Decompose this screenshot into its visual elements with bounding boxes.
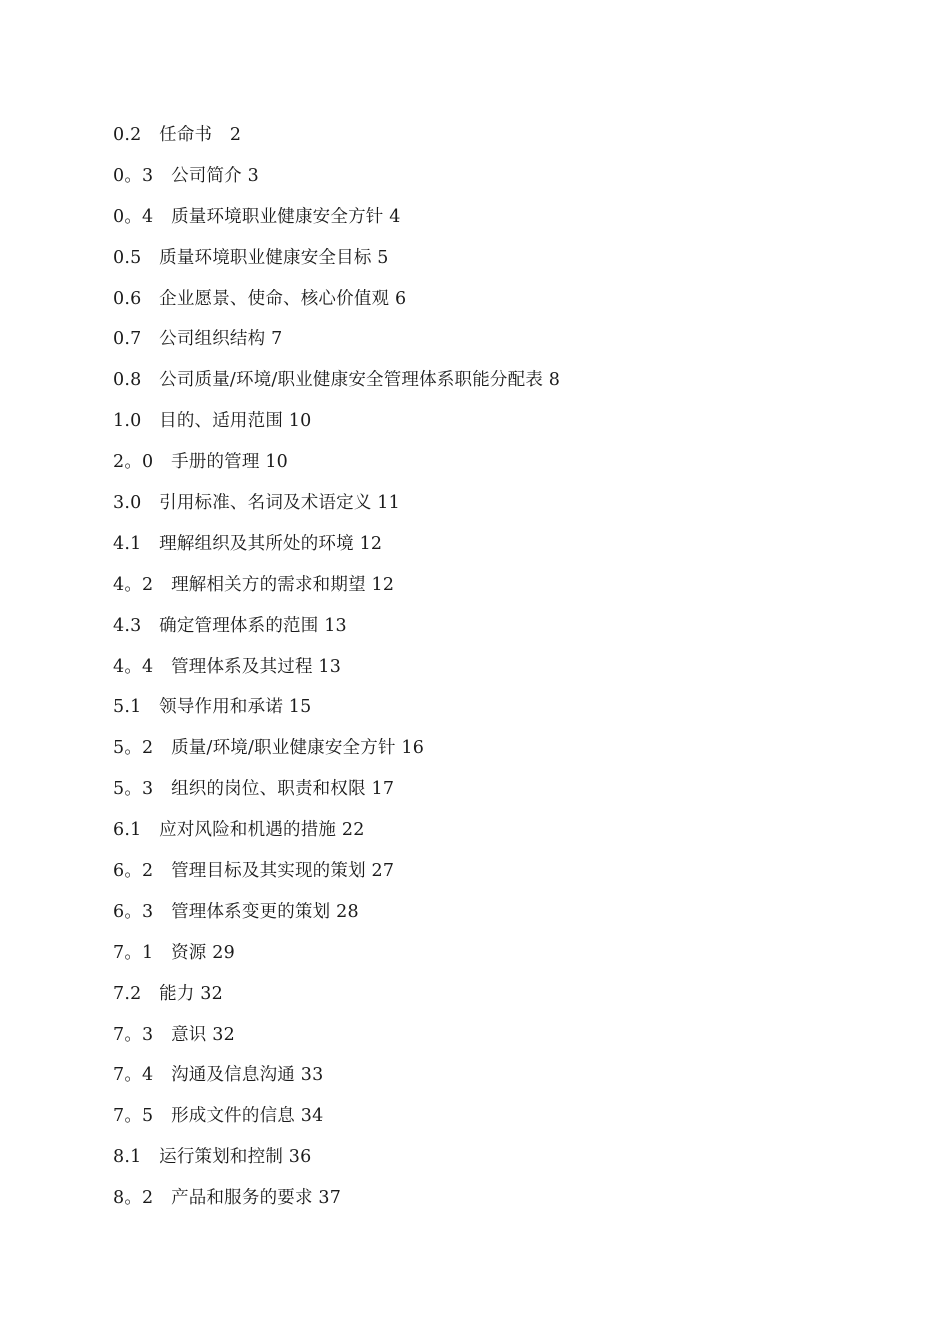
toc-entry[interactable]: 0.6 企业愿景、使命、核心价值观 6 [113,288,407,309]
toc-entry[interactable]: 1.0 目的、适用范围 10 [113,411,312,432]
toc-entry[interactable]: 0。4 质量环境职业健康安全方针 4 [113,206,401,227]
toc-entry[interactable]: 4。2 理解相关方的需求和期望 12 [113,574,395,595]
toc-entry[interactable]: 7。5 形成文件的信息 34 [113,1106,324,1127]
toc-entry[interactable]: 6.1 应对风险和机遇的措施 22 [113,820,365,841]
toc-entry[interactable]: 6。3 管理体系变更的策划 28 [113,901,359,922]
toc-entry[interactable]: 5。2 质量/环境/职业健康安全方针 16 [113,738,425,759]
toc-entry[interactable]: 7。1 资源 29 [113,942,235,963]
toc-entry[interactable]: 7。3 意识 32 [113,1024,235,1045]
toc-entry[interactable]: 4.1 理解组织及其所处的环境 12 [113,533,383,554]
toc-entry[interactable]: 0.5 质量环境职业健康安全目标 5 [113,247,389,268]
toc-entry[interactable]: 4.3 确定管理体系的范围 13 [113,615,347,636]
toc-entry[interactable]: 0.8 公司质量/环境/职业健康安全管理体系职能分配表 8 [113,370,561,391]
toc-entry[interactable]: 4。4 管理体系及其过程 13 [113,656,342,677]
toc-entry[interactable]: 8。2 产品和服务的要求 37 [113,1188,342,1209]
toc-entry[interactable]: 5.1 领导作用和承诺 15 [113,697,312,718]
toc-entry[interactable]: 3.0 引用标准、名词及术语定义 11 [113,493,400,514]
toc-entry[interactable]: 0.2 任命书 2 [113,125,242,145]
toc-entry[interactable]: 0。3 公司简介 3 [113,165,259,186]
toc-entry[interactable]: 7。4 沟通及信息沟通 33 [113,1065,324,1086]
toc-entry[interactable]: 0.7 公司组织结构 7 [113,329,283,350]
toc-entry[interactable]: 5。3 组织的岗位、职责和权限 17 [113,779,395,800]
toc-entry[interactable]: 2。0 手册的管理 10 [113,452,288,473]
table-of-contents [113,122,873,1226]
toc-entry[interactable]: 7.2 能力 32 [113,983,223,1004]
toc-entry[interactable]: 8.1 运行策划和控制 36 [113,1147,312,1168]
toc-entry[interactable]: 6。2 管理目标及其实现的策划 27 [113,861,395,882]
